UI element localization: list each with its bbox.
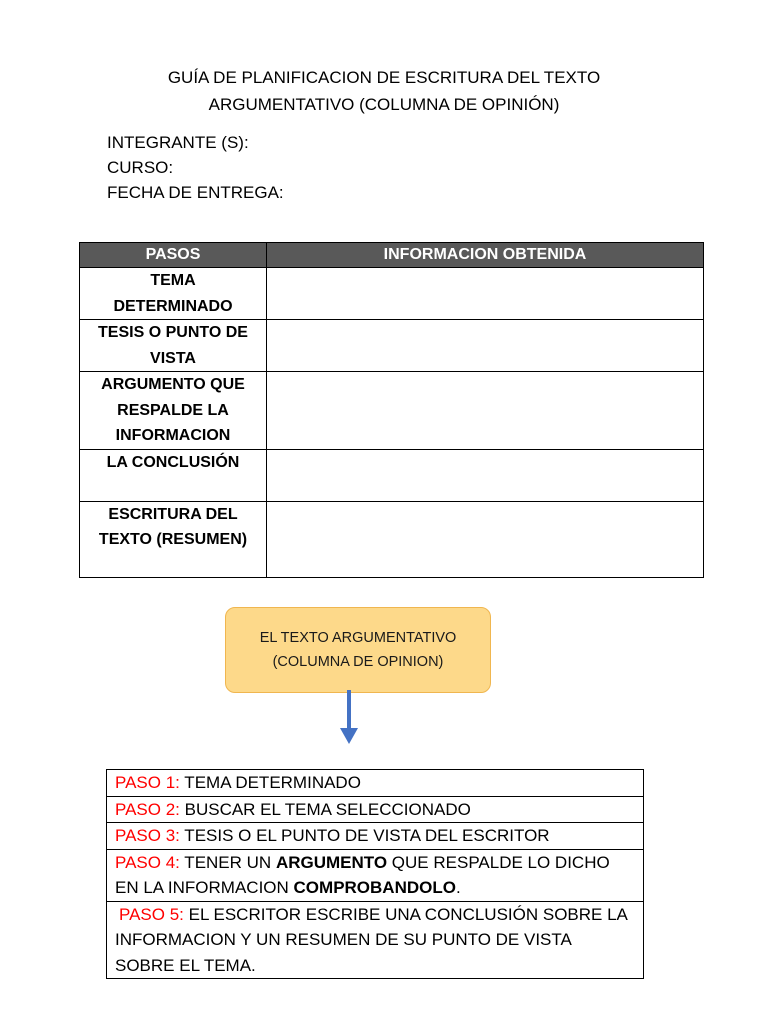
- step-4-label: PASO 4:: [115, 852, 180, 872]
- info-cell-escritura[interactable]: [267, 501, 704, 577]
- table-row: [80, 320, 704, 372]
- header-pasos: PASOS: [80, 243, 267, 268]
- table-row: [80, 449, 704, 501]
- step-5-label: PASO 5:: [119, 904, 184, 924]
- table-row: [107, 796, 644, 823]
- steps-table: [106, 769, 644, 979]
- step-2-label: PASO 2:: [115, 799, 180, 819]
- table-row: [80, 268, 704, 320]
- step-1-text: TEMA DETERMINADO: [179, 773, 361, 792]
- step-4-text-b: QUE RESPALDE LO DICHO EN LA INFORMACION: [115, 852, 610, 897]
- info-cell-argumento[interactable]: [267, 372, 704, 450]
- step-4-bold-argumento: ARGUMENTO: [275, 852, 388, 872]
- step-4: [107, 849, 644, 901]
- info-cell-tema[interactable]: [267, 268, 704, 320]
- table-row: [107, 901, 644, 979]
- title-line-2: ARGUMENTATIVO (COLUMNA DE OPINIÓN): [208, 95, 560, 114]
- step-5-text: EL ESCRITOR ESCRIBE UNA CONCLUSIÓN SOBRE LA INFORMACION Y UN RESUMEN DE SU PUNTO DE VISTA SOBRE EL TEMA.: [115, 904, 627, 975]
- table-row: [80, 501, 704, 577]
- step-3: [107, 823, 644, 850]
- callout-line-2: (COLUMNA DE OPINION): [272, 654, 444, 670]
- callout-box: [225, 607, 491, 693]
- step-4-text-a: TENER UN: [179, 852, 276, 872]
- step-cell-tema: TEMA DETERMINADO: [80, 268, 267, 320]
- step-1: [107, 770, 644, 797]
- step-5: [107, 901, 644, 979]
- step-cell-escritura: ESCRITURA DEL TEXTO (RESUMEN): [80, 501, 267, 577]
- step-cell-tesis: TESIS O PUNTO DE VISTA: [80, 320, 267, 372]
- callout-line-1: EL TEXTO ARGUMENTATIVO: [259, 630, 457, 646]
- title-line-1: GUÍA DE PLANIFICACION DE ESCRITURA DEL TEXTO: [167, 68, 601, 87]
- step-2: [107, 796, 644, 823]
- table-row: [80, 372, 704, 450]
- header-informacion-obtenida: INFORMACION OBTENIDA: [267, 243, 704, 268]
- fecha-entrega-label: FECHA DE ENTREGA:: [107, 183, 284, 202]
- step-2-text: BUSCAR EL TEMA SELECCIONADO: [179, 799, 471, 819]
- step-3-text: TESIS O EL PUNTO DE VISTA DEL ESCRITOR: [179, 826, 550, 845]
- table-row: [107, 849, 644, 901]
- document-title: [0, 64, 768, 118]
- info-cell-conclusion[interactable]: [267, 449, 704, 501]
- info-cell-tesis[interactable]: [267, 320, 704, 372]
- planning-table: [79, 242, 704, 578]
- step-3-label: PASO 3:: [115, 826, 180, 845]
- planning-table-header: [80, 243, 704, 268]
- student-fields: [107, 130, 284, 205]
- down-arrow-icon: [337, 690, 361, 746]
- table-row: [107, 770, 644, 797]
- step-1-label: PASO 1:: [115, 773, 180, 792]
- curso-label: CURSO:: [107, 158, 174, 177]
- step-cell-argumento: ARGUMENTO QUE RESPALDE LA INFORMACION: [80, 372, 267, 450]
- step-4-bold-comprobandolo: COMPROBANDOLO: [293, 878, 456, 897]
- integrantes-label: INTEGRANTE (S):: [107, 133, 249, 152]
- step-cell-conclusion: LA CONCLUSIÓN: [80, 449, 267, 501]
- table-row: [107, 823, 644, 850]
- step-4-text-c: .: [455, 878, 461, 897]
